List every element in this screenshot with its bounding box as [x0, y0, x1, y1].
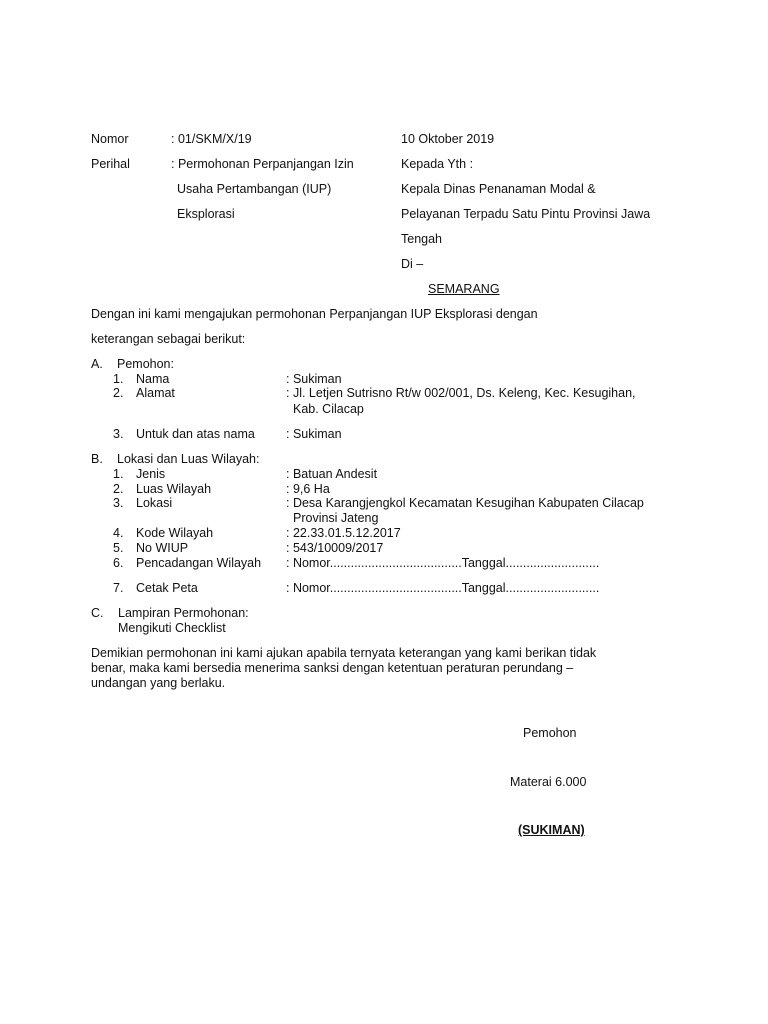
recipient-line-1: Kepada Yth : — [401, 157, 474, 171]
closing-line-1: Demikian permohonan ini kami ajukan apabila ternyata keterangan yang kami berikan tidak — [91, 646, 597, 660]
intro-line-1: Dengan ini kami mengajukan permohonan Perpanjangan IUP Eksplorasi dengan — [91, 307, 538, 321]
list-item-num: 1. — [113, 467, 124, 481]
list-item-num: 2. — [113, 386, 124, 400]
list-item-value: : 543/10009/2017 — [286, 541, 384, 555]
closing-line-2: benar, maka kami bersedia menerima sanksi dengan ketentuan peraturan perundang – — [91, 661, 574, 675]
list-item-value-cont: Provinsi Jateng — [293, 511, 379, 525]
list-item-label: Cetak Peta — [136, 581, 198, 595]
section-b-title: Lokasi dan Luas Wilayah: — [117, 452, 260, 466]
signature-label: Pemohon — [523, 726, 577, 740]
perihal-line-1: : Permohonan Perpanjangan Izin — [171, 157, 354, 171]
list-item-num: 6. — [113, 556, 124, 570]
signature-stamp: Materai 6.000 — [510, 775, 587, 789]
perihal-line-3: Eksplorasi — [177, 207, 235, 221]
section-c-marker: C. — [91, 606, 104, 620]
list-item-value-cont: Kab. Cilacap — [293, 402, 364, 416]
signature-name: (SUKIMAN) — [518, 823, 585, 837]
nomor-value: : 01/SKM/X/19 — [171, 132, 252, 146]
perihal-label: Perihal — [91, 157, 130, 171]
closing-line-3: undangan yang berlaku. — [91, 676, 226, 690]
recipient-line-2: Kepala Dinas Penanaman Modal & — [401, 182, 596, 196]
list-item-label: Untuk dan atas nama — [136, 427, 255, 441]
list-item-value: : Jl. Letjen Sutrisno Rt/w 002/001, Ds. Keleng, Kec. Kesugihan, — [286, 386, 636, 400]
section-c-title: Lampiran Permohonan: — [118, 606, 249, 620]
letter-date: 10 Oktober 2019 — [401, 132, 495, 146]
list-item-value: : 22.33.01.5.12.2017 — [286, 526, 401, 540]
list-item-label: Kode Wilayah — [136, 526, 214, 540]
list-item-num: 3. — [113, 496, 124, 510]
list-item-value: : Batuan Andesit — [286, 467, 378, 481]
intro-line-2: keterangan sebagai berikut: — [91, 332, 246, 346]
list-item-num: 2. — [113, 482, 124, 496]
recipient-city: SEMARANG — [428, 282, 500, 296]
list-item-label: Nama — [136, 372, 170, 386]
list-item-value: : Nomor......................................Tanggal........................... — [286, 581, 600, 595]
list-item-label: No WIUP — [136, 541, 189, 555]
list-item-num: 5. — [113, 541, 124, 555]
list-item-value: : Sukiman — [286, 427, 342, 441]
nomor-label: Nomor — [91, 132, 129, 146]
list-item-value: : Sukiman — [286, 372, 342, 386]
list-item-value: : 9,6 Ha — [286, 482, 330, 496]
list-item-label: Pencadangan Wilayah — [136, 556, 262, 570]
list-item-num: 7. — [113, 581, 124, 595]
recipient-line-4: Tengah — [401, 232, 443, 246]
list-item-num: 1. — [113, 372, 124, 386]
list-item-value: : Desa Karangjengkol Kecamatan Kesugihan Kabupaten Cilacap — [286, 496, 644, 510]
list-item-label: Jenis — [136, 467, 166, 481]
section-a-marker: A. — [91, 357, 103, 371]
section-b-marker: B. — [91, 452, 103, 466]
list-item-value: : Nomor......................................Tanggal........................... — [286, 556, 600, 570]
list-item-num: 3. — [113, 427, 124, 441]
list-item-label: Alamat — [136, 386, 175, 400]
list-item-label: Luas Wilayah — [136, 482, 212, 496]
section-c-line: Mengikuti Checklist — [118, 621, 226, 635]
section-a-title: Pemohon: — [117, 357, 174, 371]
recipient-line-5: Di – — [401, 257, 424, 271]
perihal-line-2: Usaha Pertambangan (IUP) — [177, 182, 332, 196]
list-item-num: 4. — [113, 526, 124, 540]
list-item-label: Lokasi — [136, 496, 173, 510]
recipient-line-3: Pelayanan Terpadu Satu Pintu Provinsi Jawa — [401, 207, 651, 221]
